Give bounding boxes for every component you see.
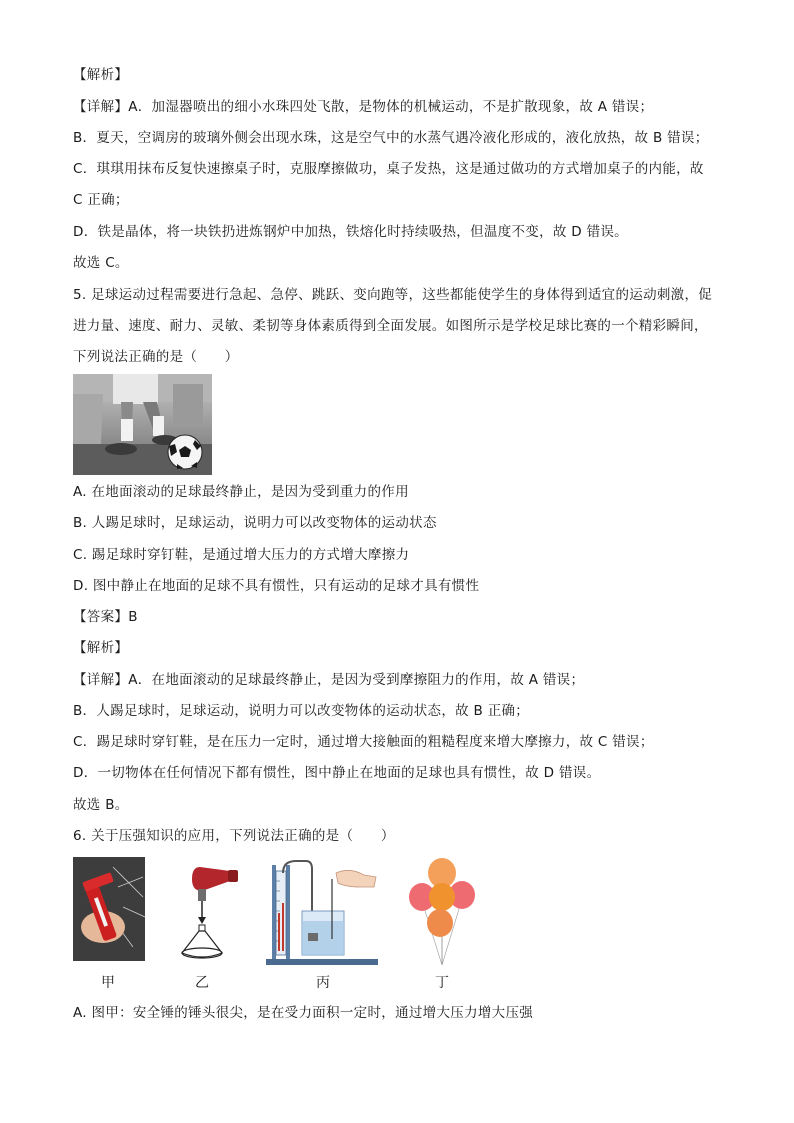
explanation-line: D．一切物体在任何情况下都有惯性，图中静止在地面的足球也具有惯性，故 D 错误。 <box>73 765 601 781</box>
pressure-gauge-figure <box>266 857 378 967</box>
explanation-line: D．铁是晶体，将一块铁扔进炼钢炉中加热，铁熔化时持续吸热，但温度不变，故 D 错误。 <box>73 224 628 240</box>
hairdryer-funnel-figure <box>180 861 242 961</box>
caption-ding: 丁 <box>435 975 449 991</box>
option-c: C. 踢足球时穿钉鞋，是通过增大压力的方式增大摩擦力 <box>73 547 410 563</box>
explanation-line: 【详解】A．在地面滚动的足球最终静止，是因为受到摩擦阻力的作用，故 A 错误； <box>73 672 585 688</box>
caption-jia: 甲 <box>101 975 115 991</box>
safety-hammer-photo <box>73 857 145 961</box>
option-a: A. 在地面滚动的足球最终静止，是因为受到重力的作用 <box>73 484 409 500</box>
caption-bing: 丙 <box>316 975 330 991</box>
analysis-heading: 【解析】 <box>73 640 129 656</box>
explanation-line: C．琪琪用抹布反复快速擦桌子时，克服摩擦做功，桌子发热，这是通过做功的方式增加桌子的内能，故 <box>73 161 704 177</box>
option-d: D. 图中静止在地面的足球不具有惯性，只有运动的足球才具有惯性 <box>73 578 480 594</box>
answer-choice-line: 故选 C。 <box>73 255 129 271</box>
explanation-line: C．踢足球时穿钉鞋，是在压力一定时，通过增大接触面的粗糙程度来增大摩擦力，故 C 错误； <box>73 734 654 750</box>
answer-choice-line: 故选 B。 <box>73 797 129 813</box>
caption-yi: 乙 <box>195 975 209 991</box>
analysis-heading: 【解析】 <box>73 67 129 83</box>
explanation-line: B．夏天，空调房的玻璃外侧会出现水珠，这是空气中的水蒸气遇冷液化形成的，液化放热，故 B 错误； <box>73 130 709 146</box>
question-6-option-a: A. 图甲：安全锤的锤头很尖，是在受力面积一定时，通过增大压力增大压强 <box>73 1005 534 1021</box>
balloons-figure <box>404 857 480 967</box>
answer-line: 【答案】B <box>73 609 138 625</box>
explanation-line: 【详解】A．加湿器喷出的细小水珠四处飞散，是物体的机械运动，不是扩散现象，故 A 错误； <box>73 99 654 115</box>
question-6-text: 6. 关于压强知识的应用，下列说法正确的是（ ） <box>73 828 395 844</box>
question-5-text: 进力量、速度、耐力、灵敏、柔韧等身体素质得到全面发展。如图所示是学校足球比赛的一个精彩瞬间， <box>73 318 708 334</box>
question-5-text: 下列说法正确的是（ ） <box>73 349 239 365</box>
explanation-line: C 正确； <box>73 192 129 208</box>
explanation-line: B．人踢足球时，足球运动，说明力可以改变物体的运动状态，故 B 正确； <box>73 703 530 719</box>
question-5-text: 5. 足球运动过程需要进行急起、急停、跳跃、变向跑等，这些都能使学生的身体得到适宜的运动刺激，促 <box>73 287 713 303</box>
option-b: B. 人踢足球时，足球运动，说明力可以改变物体的运动状态 <box>73 515 437 531</box>
soccer-photo <box>73 374 212 475</box>
